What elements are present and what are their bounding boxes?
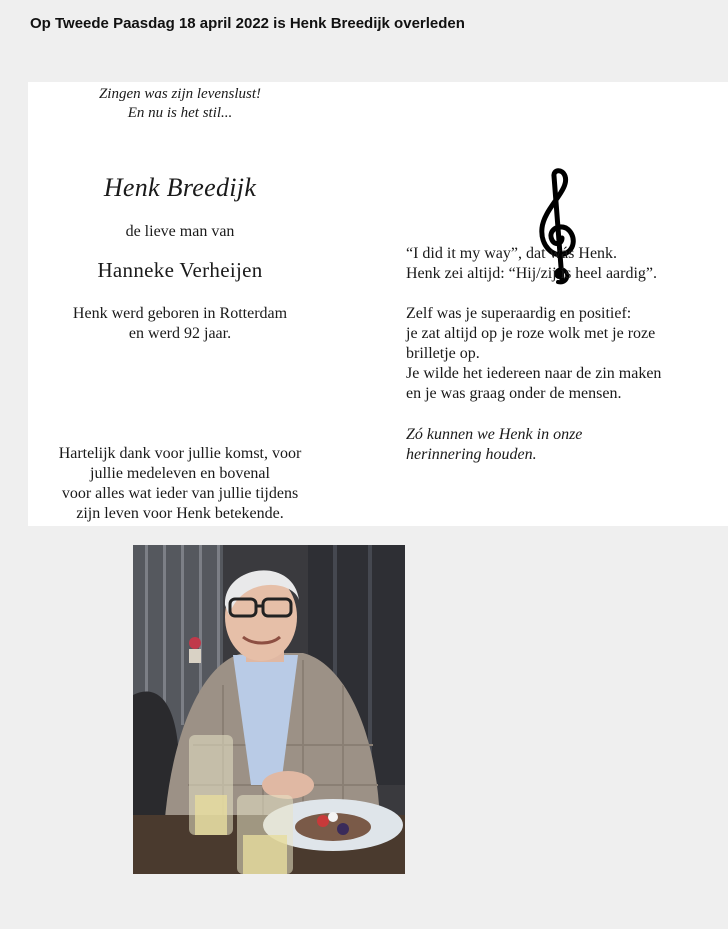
page-headline: Op Tweede Paasdag 18 april 2022 is Henk Breedijk overleden [30, 15, 465, 32]
thanks-line: zijn leven voor Henk betekende. [76, 505, 284, 522]
praise-line: en je was graag onder de mensen. [406, 385, 622, 402]
deceased-name: Henk Breedijk [103, 173, 257, 202]
portrait-photo [133, 545, 405, 874]
motto [28, 85, 332, 123]
motto-line: Zingen was zijn levenslust! [98, 86, 262, 102]
birth-line: en werd 92 jaar. [128, 325, 232, 342]
praise-line: brilletje op. [406, 345, 480, 362]
thanks-line: voor alles wat ieder van jullie tijdens [61, 485, 299, 502]
quote-text [406, 244, 728, 284]
praise-line: Zelf was je superaardig en positief: [406, 305, 632, 322]
quote-line: Henk zei altijd: “Hij/zij is heel aardig”. [406, 265, 658, 282]
portrait-illustration [133, 545, 405, 874]
quote-line: “I did it my way”, dat wás Henk. [406, 245, 618, 262]
motto-line: En nu is het stil... [127, 105, 233, 121]
closing-line: Zó kunnen we Henk in onze [406, 426, 583, 443]
memorial-card [28, 82, 728, 526]
birth-text [28, 304, 332, 344]
thanks-line: jullie medeleven en bovenal [90, 465, 270, 482]
praise-line: je zat altijd op je roze wolk met je roze [406, 325, 656, 342]
praise-text [406, 304, 728, 404]
birth-line: Henk werd geboren in Rotterdam [72, 305, 288, 322]
card-left-column [28, 82, 332, 526]
spouse-intro: de lieve man van [125, 223, 235, 240]
closing-text [406, 425, 728, 465]
card-right-column [406, 82, 728, 526]
closing-line: herinnering houden. [406, 446, 537, 463]
praise-line: Je wilde het iedereen naar de zin maken [406, 365, 662, 382]
thanks-text [28, 444, 332, 524]
spouse-name: Hanneke Verheijen [97, 258, 263, 282]
thanks-line: Hartelijk dank voor jullie komst, voor [58, 445, 302, 462]
